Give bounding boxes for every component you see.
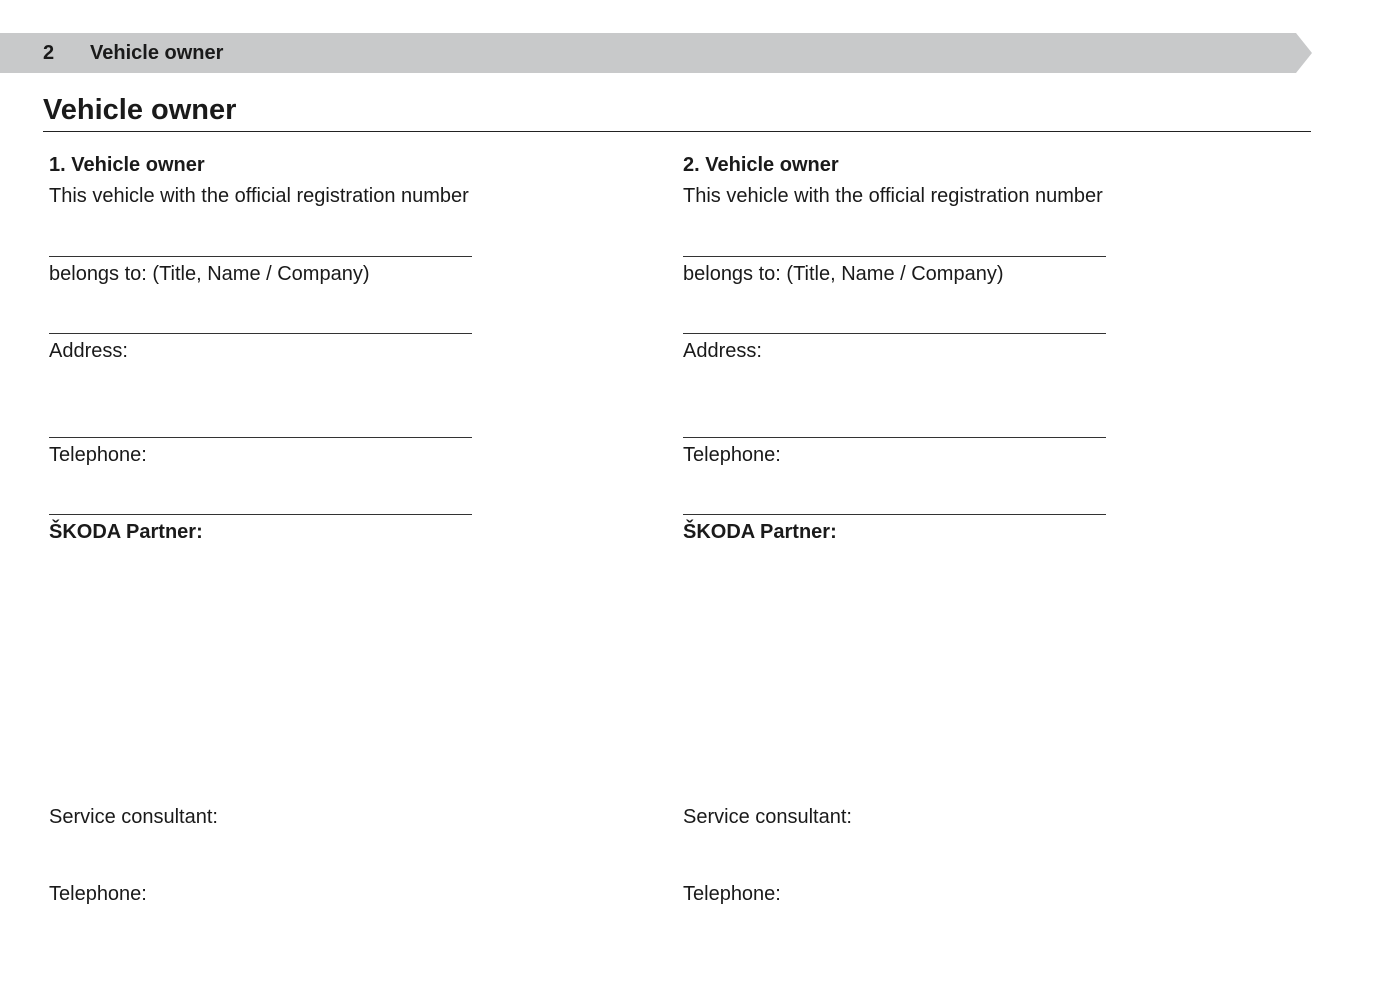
consultant-telephone-label: Telephone: [683, 883, 781, 905]
service-consultant-label: Service consultant: [49, 806, 218, 828]
skoda-partner-label: ŠKODA Partner: [683, 521, 837, 543]
service-consultant-label: Service consultant: [683, 806, 852, 828]
skoda-partner-label: ŠKODA Partner: [49, 521, 203, 543]
telephone-line[interactable] [683, 514, 1106, 515]
address-line[interactable] [683, 437, 1106, 438]
chapter-number: 2 [43, 42, 55, 64]
registration-intro: This vehicle with the official registration number [683, 185, 1103, 207]
address-label: Address: [683, 340, 762, 362]
belongs-to-label: belongs to: (Title, Name / Company) [49, 263, 370, 285]
belongs-to-label: belongs to: (Title, Name / Company) [683, 263, 1004, 285]
registration-number-line[interactable] [683, 256, 1106, 257]
page-title: Vehicle owner [43, 94, 237, 126]
owner-heading: 2. Vehicle owner [683, 154, 839, 176]
registration-intro: This vehicle with the official registration number [49, 185, 469, 207]
chapter-title: Vehicle owner [90, 42, 224, 64]
telephone-line[interactable] [49, 514, 472, 515]
owner-heading: 1. Vehicle owner [49, 154, 205, 176]
registration-number-line[interactable] [49, 256, 472, 257]
title-divider [43, 131, 1311, 132]
owner-name-line[interactable] [683, 333, 1106, 334]
address-label: Address: [49, 340, 128, 362]
owner-name-line[interactable] [49, 333, 472, 334]
telephone-label: Telephone: [683, 444, 781, 466]
consultant-telephone-label: Telephone: [49, 883, 147, 905]
telephone-label: Telephone: [49, 444, 147, 466]
address-line[interactable] [49, 437, 472, 438]
